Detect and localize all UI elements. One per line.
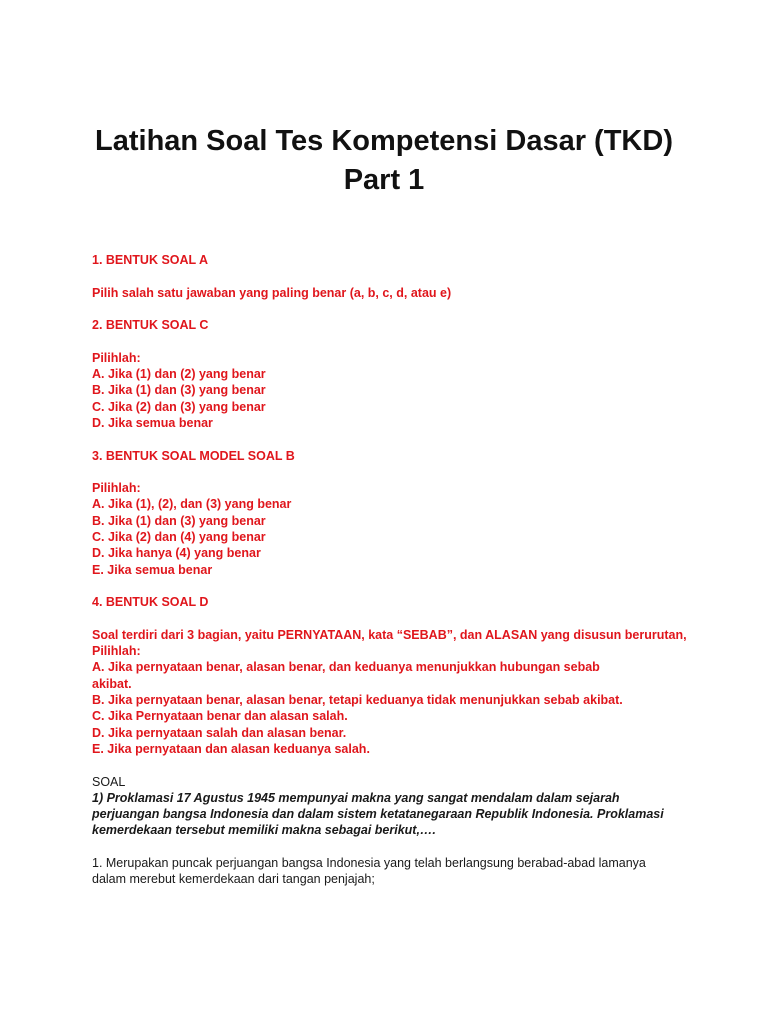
question-line: kemerdekaan tersebut memiliki makna sebagai berikut,….: [92, 823, 436, 838]
option-item-continued: akibat.: [92, 676, 132, 691]
option-item: A. Jika (1), (2), dan (3) yang benar: [92, 497, 292, 512]
soal-label: SOAL: [92, 774, 126, 789]
section-intro: Soal terdiri dari 3 bagian, yaitu PERNYATAAN, kata “SEBAB”, dan ALASAN yang disusun berurutan,: [92, 627, 687, 642]
option-item: B. Jika (1) dan (3) yang benar: [92, 513, 266, 528]
section-heading: 3. BENTUK SOAL MODEL SOAL B: [92, 448, 295, 463]
option-item: D. Jika semua benar: [92, 415, 213, 430]
section-bentuk-soal-d: [92, 594, 692, 757]
option-item: D. Jika hanya (4) yang benar: [92, 546, 261, 561]
question-line: perjuangan bangsa Indonesia dan dalam sistem ketatanegaraan Republik Indonesia. Proklamasi: [92, 807, 664, 822]
section-prompt: Pilihlah:: [92, 350, 141, 365]
option-item: C. Jika (2) dan (3) yang benar: [92, 399, 266, 414]
section-heading: 2. BENTUK SOAL C: [92, 318, 209, 333]
question-line: 1) Proklamasi 17 Agustus 1945 mempunyai makna yang sangat mendalam dalam sejarah: [92, 790, 620, 805]
soal-section: [92, 774, 692, 888]
title-line-2: Part 1: [343, 164, 425, 196]
option-item: E. Jika pernyataan dan alasan keduanya salah.: [92, 741, 370, 756]
section-prompt: Pilihlah:: [92, 481, 141, 496]
section-instruction: Pilih salah satu jawaban yang paling benar (a, b, c, d, atau e): [92, 285, 452, 300]
section-bentuk-soal-model-b: [92, 448, 692, 578]
option-item: E. Jika semua benar: [92, 562, 213, 577]
option-item: D. Jika pernyataan salah dan alasan benar.: [92, 725, 347, 740]
section-bentuk-soal-c: [92, 317, 692, 431]
option-item: B. Jika pernyataan benar, alasan benar, tetapi keduanya tidak menunjukkan sebab akibat.: [92, 693, 623, 708]
document-body: [92, 252, 692, 888]
option-item: A. Jika (1) dan (2) yang benar: [92, 367, 266, 382]
section-heading: 4. BENTUK SOAL D: [92, 595, 209, 610]
option-item: A. Jika pernyataan benar, alasan benar, dan keduanya menunjukkan hubungan sebab: [92, 660, 600, 675]
section-bentuk-soal-a: [92, 252, 692, 301]
title-line-1: Latihan Soal Tes Kompetensi Dasar (TKD): [95, 125, 673, 157]
section-heading: 1. BENTUK SOAL A: [92, 253, 208, 267]
option-item: C. Jika Pernyataan benar dan alasan salah.: [92, 709, 348, 724]
page-title: [60, 122, 708, 200]
answer-line: dalam merebut kemerdekaan dari tangan penjajah;: [92, 872, 375, 887]
option-item: B. Jika (1) dan (3) yang benar: [92, 383, 266, 398]
option-item: C. Jika (2) dan (4) yang benar: [92, 530, 266, 545]
answer-line: 1. Merupakan puncak perjuangan bangsa Indonesia yang telah berlangsung berabad-abad lamanya: [92, 855, 646, 870]
section-prompt: Pilihlah:: [92, 644, 141, 659]
